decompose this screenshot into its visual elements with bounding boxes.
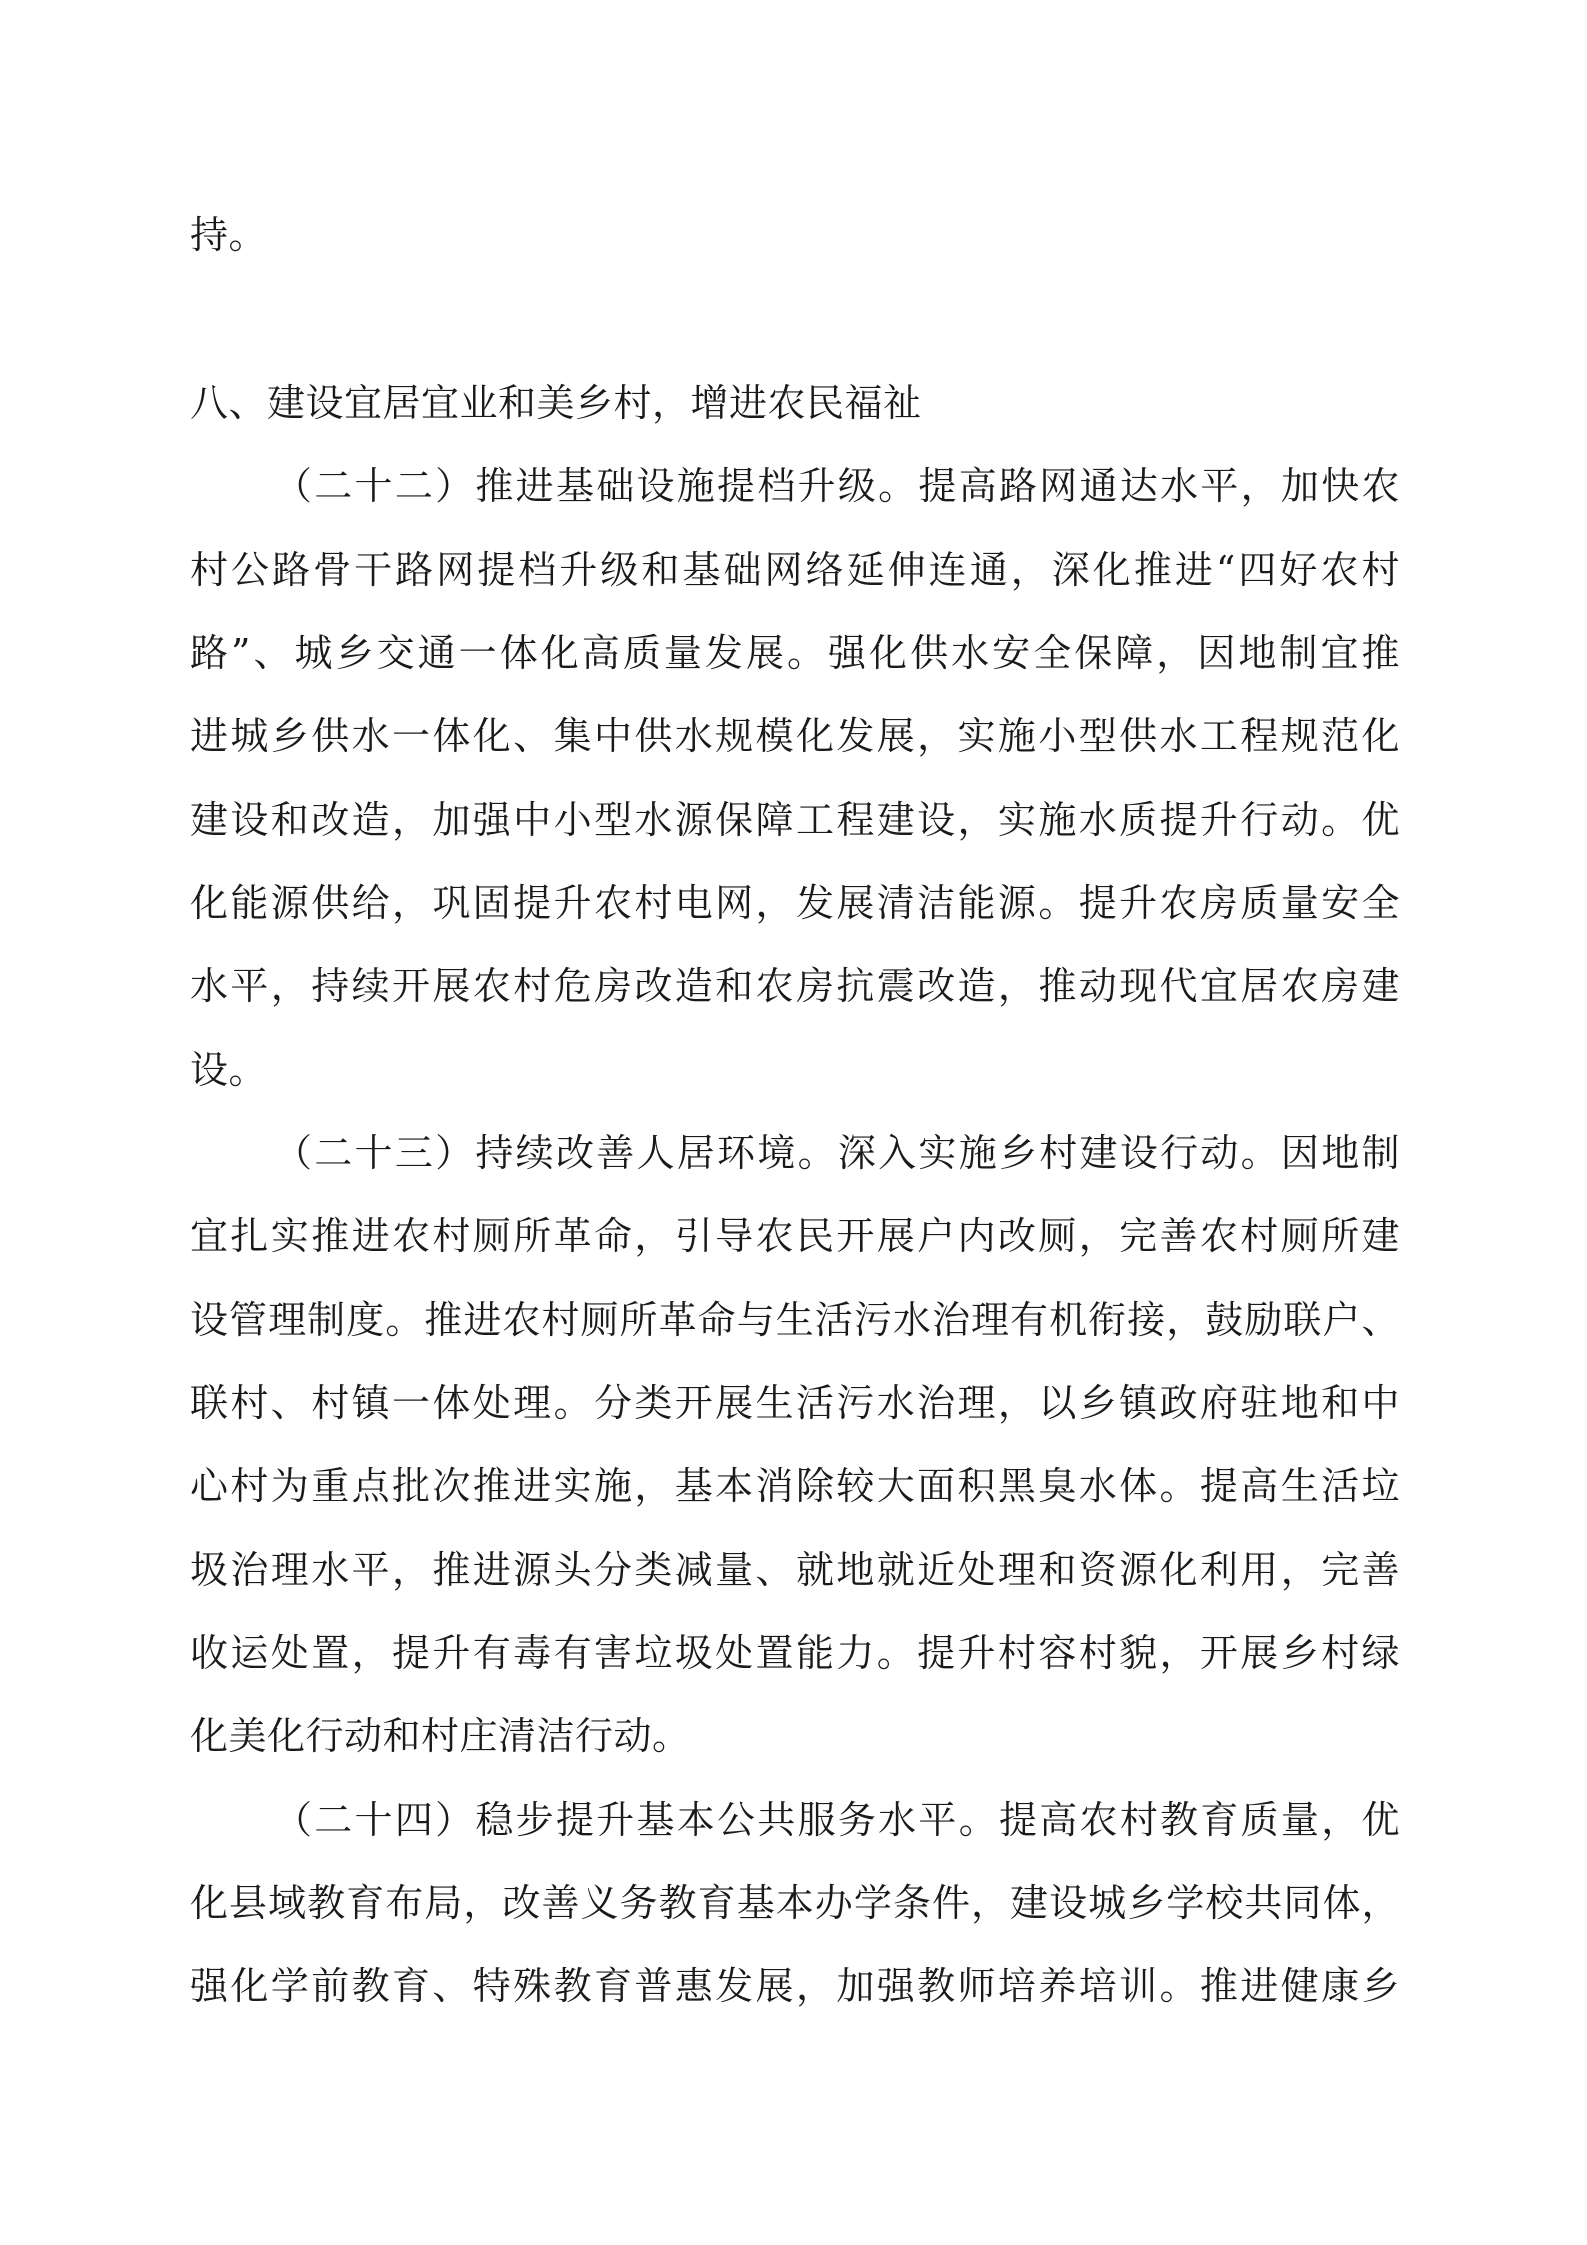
paragraph-line: 水平，持续开展农村危房改造和农房抗震改造，推动现代宜居农房建: [190, 964, 1400, 1008]
paragraph-line: 进城乡供水一体化、集中供水规模化发展，实施小型供水工程规范化: [190, 714, 1400, 758]
paragraph-line: 圾治理水平，推进源头分类减量、就地就近处理和资源化利用，完善: [190, 1548, 1400, 1592]
paragraph-line: 联村、村镇一体处理。分类开展生活污水治理，以乡镇政府驻地和中: [190, 1381, 1400, 1425]
paragraph-line: （二十四）稳步提升基本公共服务水平。提高农村教育质量，优: [274, 1798, 1400, 1842]
paragraph-line: 化美化行动和村庄清洁行动。: [190, 1714, 691, 1758]
paragraph-line: 心村为重点批次推进实施，基本消除较大面积黑臭水体。提高生活垃: [190, 1464, 1400, 1508]
continuation-line: 持。: [190, 213, 268, 257]
paragraph-line: 建设和改造，加强中小型水源保障工程建设，实施水质提升行动。优: [190, 798, 1400, 842]
paragraph-line: 强化学前教育、特殊教育普惠发展，加强教师培养培训。推进健康乡: [190, 1964, 1400, 2008]
paragraph-line: 设。: [190, 1048, 268, 1092]
section-heading: 八、建设宜居宜业和美乡村，增进农民福祉: [190, 381, 922, 425]
paragraph-line: 路”、城乡交通一体化高质量发展。强化供水安全保障，因地制宜推: [190, 631, 1400, 675]
paragraph-line: 村公路骨干路网提档升级和基础网络延伸连通，深化推进“四好农村: [190, 548, 1400, 592]
paragraph-line: 宜扎实推进农村厕所革命，引导农民开展户内改厕，完善农村厕所建: [190, 1214, 1400, 1258]
paragraph-line: 化县域教育布局，改善义务教育基本办学条件，建设城乡学校共同体，: [190, 1881, 1400, 1925]
paragraph-line: （二十二）推进基础设施提档升级。提高路网通达水平，加快农: [274, 464, 1400, 508]
paragraph-line: 化能源供给，巩固提升农村电网，发展清洁能源。提升农房质量安全: [190, 881, 1400, 925]
paragraph-line: 设管理制度。推进农村厕所革命与生活污水治理有机衔接，鼓励联户、: [190, 1298, 1400, 1342]
paragraph-line: 收运处置，提升有毒有害垃圾处置能力。提升村容村貌，开展乡村绿: [190, 1631, 1400, 1675]
paragraph-line: （二十三）持续改善人居环境。深入实施乡村建设行动。因地制: [274, 1131, 1400, 1175]
